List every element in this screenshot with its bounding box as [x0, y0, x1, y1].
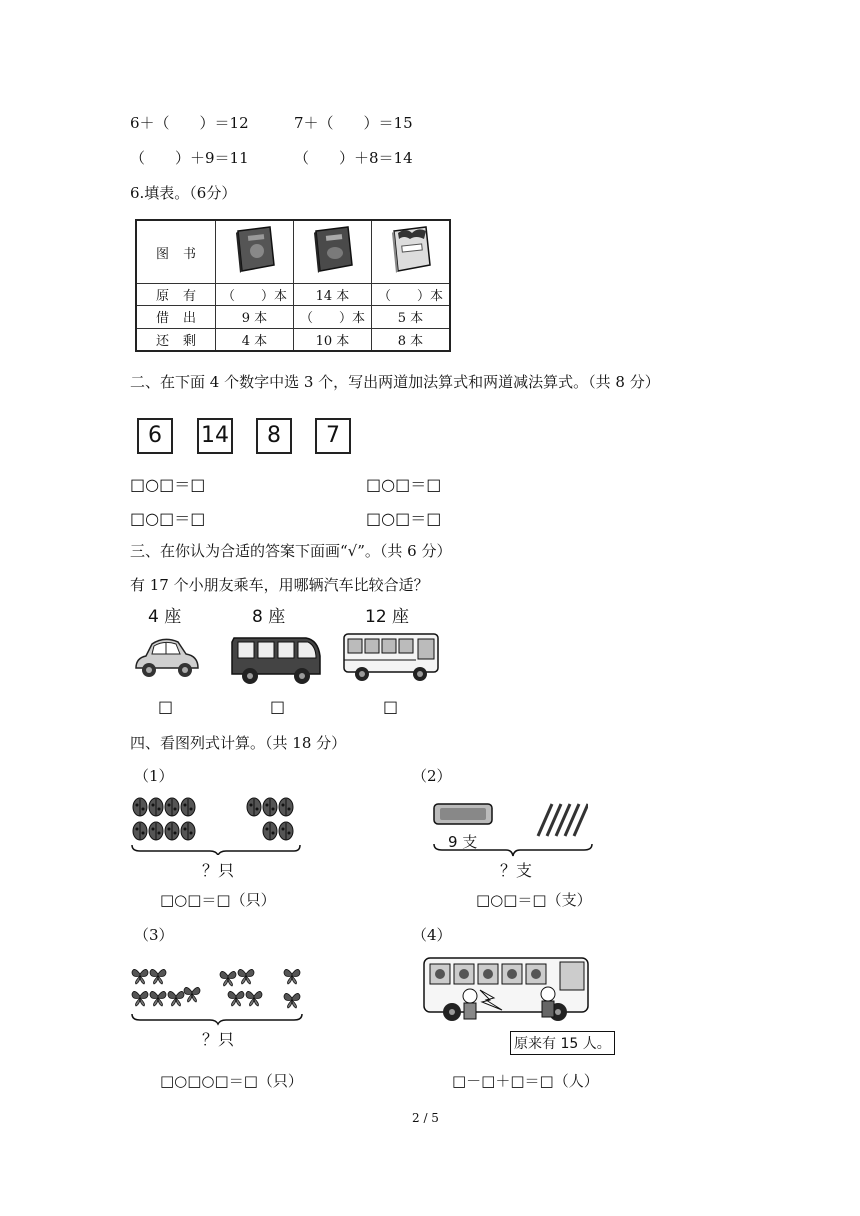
- pencil-case-icon: [432, 800, 496, 828]
- ladybugs-illustration: [128, 795, 308, 855]
- number-card-14: 14: [197, 418, 233, 454]
- pencils-icon: [534, 800, 588, 840]
- problem-2-number: （2）: [412, 767, 452, 785]
- problem-2-formula[interactable]: □○□＝□（支）: [476, 891, 592, 909]
- van-icon: [228, 632, 324, 688]
- number-card-8: 8: [256, 418, 292, 454]
- problem-4-note: 原来有 15 人。: [510, 1031, 615, 1055]
- problem-2-caption: ？支: [500, 861, 533, 880]
- checkbox-van[interactable]: □: [270, 697, 286, 716]
- seat-label-4: 4 座: [148, 607, 182, 627]
- row-label-lent: 借出: [136, 306, 216, 328]
- part3-question: 有 17 个小朋友乘车，用哪辆汽车比较合适？: [130, 576, 429, 594]
- part4-title: 四、看图列式计算。（共 18 分）: [130, 734, 347, 752]
- number-card-7: 7: [315, 418, 351, 454]
- cell-remaining-3: 8 本: [371, 328, 450, 351]
- cell-lent-3: 5 本: [371, 306, 450, 328]
- cell-original-3[interactable]: （ ）本: [371, 284, 450, 306]
- problem-1-number: （1）: [134, 767, 174, 785]
- book-icon: [230, 225, 278, 275]
- answer-formula-1[interactable]: □○□＝□: [130, 475, 206, 494]
- books-table: [135, 219, 451, 352]
- problem-3-caption: ？只: [202, 1030, 235, 1049]
- answer-formula-3[interactable]: □○□＝□: [130, 509, 206, 528]
- cell-remaining-2: 10 本: [293, 328, 371, 351]
- problem-4-number: （4）: [412, 926, 452, 944]
- seat-label-12: 12 座: [365, 607, 410, 627]
- book-image-1: [216, 220, 294, 284]
- school-bus-illustration: [420, 954, 598, 1038]
- car-icon: [132, 630, 202, 684]
- cell-original-1[interactable]: （ ）本: [216, 284, 294, 306]
- seat-label-8: 8 座: [252, 607, 286, 627]
- row-label-books: 图书: [136, 220, 216, 284]
- part3-title: 三、在你认为合适的答案下面画“√”。（共 6 分）: [130, 542, 452, 560]
- q6-title: 6.填表。（6分）: [130, 184, 237, 202]
- book-image-3: [371, 220, 450, 284]
- problem-4-formula[interactable]: □－□＋□＝□（人）: [452, 1072, 599, 1090]
- problem-1-formula[interactable]: □○□＝□（只）: [160, 891, 276, 909]
- answer-formula-4[interactable]: □○□＝□: [366, 509, 442, 528]
- book-icon: [386, 225, 434, 275]
- cell-lent-1: 9 本: [216, 306, 294, 328]
- problem-1-caption: ？只: [202, 861, 235, 880]
- q5-line2-a: （ ）＋9＝11: [130, 149, 249, 167]
- answer-formula-2[interactable]: □○□＝□: [366, 475, 442, 494]
- problem-3-formula[interactable]: □○□○□＝□（只）: [160, 1072, 303, 1090]
- q5-line1-b: 7＋（ ）＝15: [294, 114, 413, 132]
- book-image-2: [293, 220, 371, 284]
- bus-icon: [340, 630, 444, 686]
- page-number: 2 / 5: [412, 1111, 439, 1125]
- checkbox-car[interactable]: □: [158, 697, 174, 716]
- butterflies-illustration: [128, 960, 310, 1026]
- row-label-original: 原有: [136, 284, 216, 306]
- cell-lent-2[interactable]: （ ）本: [293, 306, 371, 328]
- cell-original-2: 14 本: [293, 284, 371, 306]
- number-card-6: 6: [137, 418, 173, 454]
- cell-remaining-1: 4 本: [216, 328, 294, 351]
- q5-line1-a: 6＋（ ）＝12: [130, 114, 249, 132]
- book-icon: [308, 225, 356, 275]
- brace-2: [432, 842, 594, 858]
- pencil-case-label: 9 支: [448, 833, 478, 851]
- row-label-remaining: 还剩: [136, 328, 216, 351]
- problem-3-number: （3）: [134, 926, 174, 944]
- checkbox-bus[interactable]: □: [383, 697, 399, 716]
- part2-title: 二、在下面 4 个数字中选 3 个，写出两道加法算式和两道减法算式。（共 8 分）: [130, 373, 660, 391]
- q5-line2-b: （ ）＋8＝14: [294, 149, 413, 167]
